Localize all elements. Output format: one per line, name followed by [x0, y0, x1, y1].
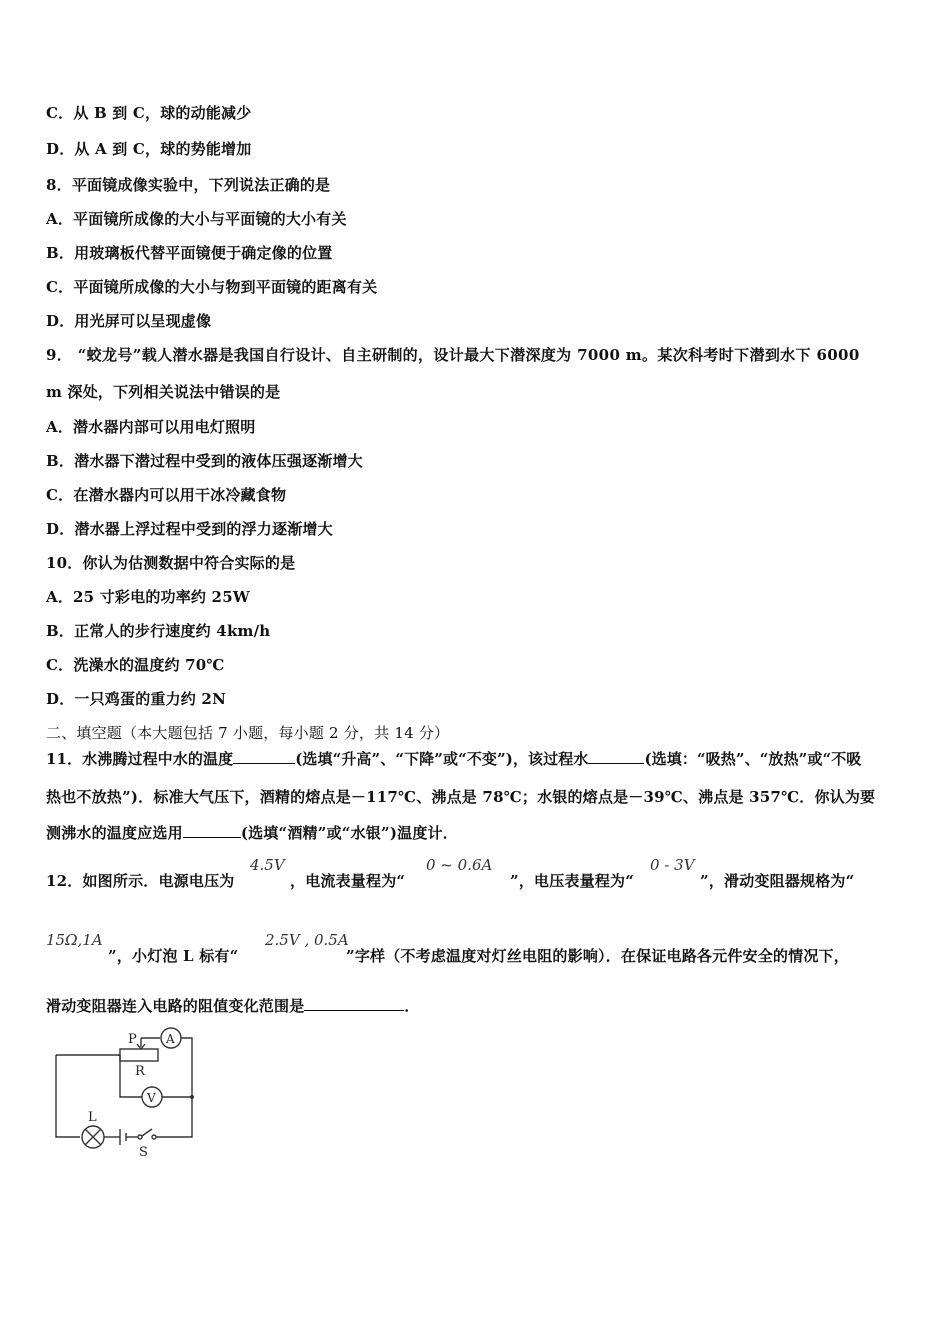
- switch-lever-icon: [142, 1129, 152, 1136]
- q11-line3: [46, 822, 458, 843]
- q11-text-3: (选填：“吸热”、“放热”或“不吸: [644, 750, 862, 768]
- q12-line1-text-4: ”，滑动变阻器规格为“: [700, 872, 855, 890]
- q12-line3: [46, 995, 420, 1016]
- q11-text-5: (选填“酒精”或“水银”)温度计．: [240, 824, 458, 842]
- q7-option-c: C．从 B 到 C，球的动能减少: [46, 104, 252, 122]
- q9-option-d: D．潜水器上浮过程中受到的浮力逐渐增大: [46, 520, 333, 538]
- wire-left: [56, 1055, 80, 1137]
- q11-line2: 热也不放热”)．标准大气压下，酒精的熔点是－117℃、沸点是 78℃；水银的熔点是－39℃、沸点是 357℃．你认为要: [46, 788, 876, 806]
- switch-contact-left: [138, 1135, 142, 1139]
- lamp-cross-icon: [85, 1129, 101, 1145]
- q11-blank-3: [183, 825, 241, 838]
- q12-lamp-math: 2.5V , 0.5A: [265, 931, 349, 949]
- q11-blank-1: [233, 751, 295, 764]
- q12-current-range-math: 0 ~ 0.6A: [426, 856, 493, 874]
- q11-line1: [46, 748, 861, 769]
- q12-line1-text-3: ”，电压表量程为“: [510, 872, 635, 890]
- q11-text-1: 11．水沸腾过程中水的温度: [46, 750, 234, 768]
- q10-option-a: A．25 寸彩电的功率约 25W: [46, 588, 250, 606]
- q8-option-d: D．用光屏可以呈现虚像: [46, 312, 212, 330]
- q12-rheostat-math: 15Ω,1A: [46, 931, 103, 949]
- q8-option-a: A．平面镜所成像的大小与平面镜的大小有关: [46, 210, 347, 228]
- q10-stem: 10．你认为估测数据中符合实际的是: [46, 554, 296, 572]
- label-l: L: [88, 1110, 97, 1125]
- q12-voltage-range-math: 0 - 3V: [650, 856, 695, 874]
- q9-option-c: C．在潜水器内可以用干冰冷藏食物: [46, 486, 287, 504]
- label-r: R: [135, 1064, 145, 1079]
- q12-text-6: ．: [404, 997, 420, 1015]
- q12-voltage-math: 4.5V: [250, 856, 285, 874]
- label-v: V: [147, 1091, 156, 1105]
- q10-option-d: D．一只鸡蛋的重力约 2N: [46, 690, 226, 708]
- wire-bottom-right: [156, 1097, 192, 1137]
- label-a: A: [166, 1032, 175, 1046]
- rheostat-icon: [120, 1049, 158, 1061]
- q12-line1-text-1: 12．如图所示．电源电压为: [46, 872, 235, 890]
- q11-text-4: 测沸水的温度应选用: [46, 824, 183, 842]
- q9-option-a: A．潜水器内部可以用电灯照明: [46, 418, 256, 436]
- q12-line2-text-2: ”字样（不考虑温度对灯丝电阻的影响）．在保证电路各元件安全的情况下，: [346, 947, 849, 965]
- q9-stem-line1: 9． “蛟龙号”载人潜水器是我国自行设计、自主研制的，设计最大下潜深度为 7000 m。某次科考时下潜到水下 6000: [46, 346, 860, 364]
- q7-option-d: D．从 A 到 C，球的势能增加: [46, 140, 252, 158]
- q12-blank: [304, 998, 404, 1011]
- junction-dot: [190, 1095, 194, 1099]
- q11-text-2: (选填“升高”、“下降”或“不变”)，该过程水: [295, 750, 589, 768]
- q9-stem-line2: m 深处，下列相关说法中错误的是: [46, 383, 281, 401]
- wire-ammeter-right: [181, 1038, 192, 1097]
- q11-blank-2: [588, 751, 644, 764]
- q12-line1-text-2: ，电流表量程为“: [290, 872, 406, 890]
- switch-contact-right: [152, 1135, 156, 1139]
- label-p: P: [128, 1032, 137, 1047]
- section-heading: 二、填空题（本大题包括 7 小题，每小题 2 分，共 14 分）: [46, 724, 450, 742]
- q9-option-b: B．潜水器下潜过程中受到的液体压强逐渐增大: [46, 452, 363, 470]
- q12-line2-text-1: ”，小灯泡 L 标有“: [108, 947, 239, 965]
- q8-stem: 8．平面镜成像实验中，下列说法正确的是: [46, 176, 331, 194]
- q8-option-b: B．用玻璃板代替平面镜便于确定像的位置: [46, 244, 333, 262]
- label-s: S: [139, 1145, 148, 1160]
- q12-text-5: 滑动变阻器连入电路的阻值变化范围是: [46, 997, 305, 1015]
- q10-option-c: C．洗澡水的温度约 70℃: [46, 656, 225, 674]
- q8-option-c: C．平面镜所成像的大小与物到平面镜的距离有关: [46, 278, 378, 296]
- circuit-diagram: [40, 1025, 210, 1160]
- q10-option-b: B．正常人的步行速度约 4km/h: [46, 622, 271, 640]
